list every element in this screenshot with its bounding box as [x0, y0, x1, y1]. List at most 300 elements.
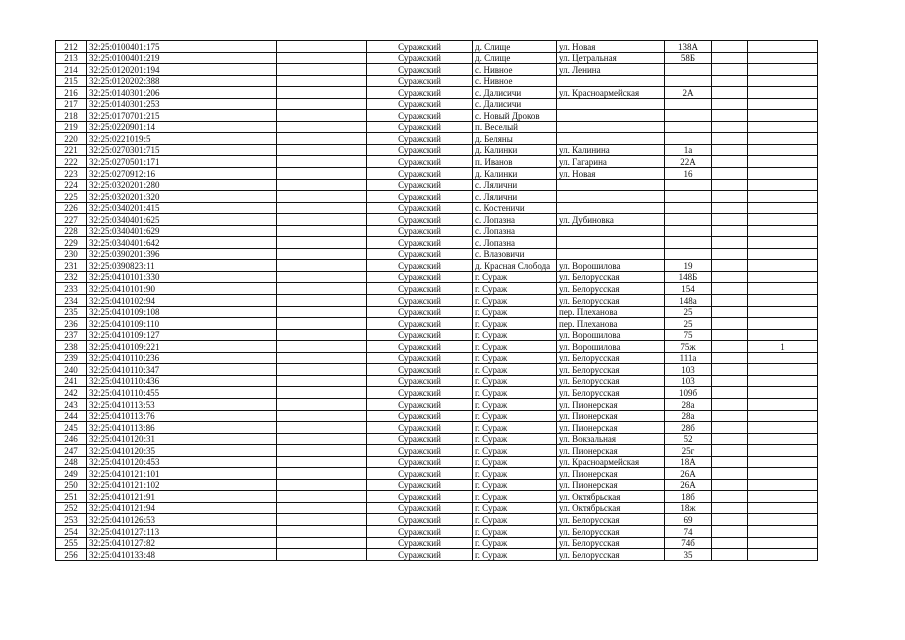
blank-cell [277, 514, 367, 526]
table-row [56, 271, 818, 283]
extra-cell [748, 144, 818, 156]
house-number: 25 [665, 318, 712, 330]
blank-cell [277, 352, 367, 364]
district-name: Суражский [367, 422, 473, 434]
house-number: 74 [665, 525, 712, 537]
cadastral-number: 32:25:0390823:11 [87, 260, 277, 272]
table-row [56, 514, 818, 526]
house-number: 18ж [665, 502, 712, 514]
street-name: пер. Плеханова [557, 318, 665, 330]
locality-name: с. Лопазна [473, 237, 557, 249]
row-number: 241 [56, 375, 87, 387]
row-number: 212 [56, 41, 87, 53]
blank-cell [277, 341, 367, 353]
street-name: ул. Белорусская [557, 283, 665, 295]
extra-cell [748, 318, 818, 330]
house-number: 103 [665, 364, 712, 376]
blank-cell [277, 456, 367, 468]
district-name: Суражский [367, 179, 473, 191]
district-name: Суражский [367, 52, 473, 64]
table-row [56, 364, 818, 376]
table-row [56, 64, 818, 76]
street-name: ул. Белорусская [557, 271, 665, 283]
extra-cell [712, 514, 748, 526]
row-number: 256 [56, 549, 87, 561]
locality-name: г. Сураж [473, 387, 557, 399]
extra-cell [748, 525, 818, 537]
street-name [557, 191, 665, 203]
table-row [56, 156, 818, 168]
blank-cell [277, 468, 367, 480]
locality-name: д. Слище [473, 41, 557, 53]
district-name: Суражский [367, 191, 473, 203]
row-number: 224 [56, 179, 87, 191]
blank-cell [277, 433, 367, 445]
blank-cell [277, 271, 367, 283]
cadastral-number: 32:25:0140301:253 [87, 98, 277, 110]
street-name: ул. Пионерская [557, 422, 665, 434]
street-name: ул. Белорусская [557, 364, 665, 376]
extra-cell [748, 41, 818, 53]
table-row [56, 468, 818, 480]
table-row [56, 352, 818, 364]
street-name: пер. Плеханова [557, 306, 665, 318]
cadastral-number: 32:25:0340401:625 [87, 214, 277, 226]
extra-cell [712, 156, 748, 168]
blank-cell [277, 156, 367, 168]
house-number: 2А [665, 87, 712, 99]
blank-cell [277, 398, 367, 410]
row-number: 240 [56, 364, 87, 376]
street-name: ул. Дубиновка [557, 214, 665, 226]
house-number: 18б [665, 491, 712, 503]
row-number: 217 [56, 98, 87, 110]
district-name: Суражский [367, 225, 473, 237]
blank-cell [277, 260, 367, 272]
table-row [56, 410, 818, 422]
cadastral-number: 32:25:0410126:53 [87, 514, 277, 526]
blank-cell [277, 52, 367, 64]
table-row [56, 422, 818, 434]
row-number: 244 [56, 410, 87, 422]
row-number: 250 [56, 479, 87, 491]
district-name: Суражский [367, 41, 473, 53]
locality-name: с. Новый Дроков [473, 110, 557, 122]
street-name: ул. Гагарина [557, 156, 665, 168]
extra-cell [712, 502, 748, 514]
district-name: Суражский [367, 144, 473, 156]
house-number [665, 248, 712, 260]
locality-name: д. Слище [473, 52, 557, 64]
blank-cell [277, 64, 367, 76]
extra-cell [748, 75, 818, 87]
table-row [56, 202, 818, 214]
cadastral-number: 32:25:0340401:642 [87, 237, 277, 249]
table-row [56, 225, 818, 237]
row-number: 234 [56, 295, 87, 307]
extra-cell [712, 98, 748, 110]
cadastral-number: 32:25:0410110:436 [87, 375, 277, 387]
row-number: 255 [56, 537, 87, 549]
street-name: ул. Пионерская [557, 410, 665, 422]
locality-name: г. Сураж [473, 456, 557, 468]
street-name: ул. Белорусская [557, 387, 665, 399]
cadastral-number: 32:25:0410110:236 [87, 352, 277, 364]
cadastral-number: 32:25:0410121:102 [87, 479, 277, 491]
cadastral-number: 32:25:0410109:110 [87, 318, 277, 330]
extra-cell [748, 110, 818, 122]
cadastral-number: 32:25:0220901:14 [87, 121, 277, 133]
table-body [56, 41, 818, 561]
house-number: 25г [665, 445, 712, 457]
table-row [56, 295, 818, 307]
locality-name: г. Сураж [473, 514, 557, 526]
blank-cell [277, 375, 367, 387]
row-number: 239 [56, 352, 87, 364]
street-name [557, 121, 665, 133]
district-name: Суражский [367, 410, 473, 422]
house-number [665, 133, 712, 145]
district-name: Суражский [367, 549, 473, 561]
locality-name: г. Сураж [473, 468, 557, 480]
locality-name: г. Сураж [473, 549, 557, 561]
district-name: Суражский [367, 398, 473, 410]
district-name: Суражский [367, 64, 473, 76]
extra-cell [712, 144, 748, 156]
table-row [56, 52, 818, 64]
blank-cell [277, 445, 367, 457]
extra-cell [712, 133, 748, 145]
locality-name: г. Сураж [473, 318, 557, 330]
extra-cell [712, 168, 748, 180]
extra-cell [748, 364, 818, 376]
extra-cell [748, 433, 818, 445]
street-name: ул. Белорусская [557, 375, 665, 387]
table-row [56, 110, 818, 122]
row-number: 226 [56, 202, 87, 214]
extra-cell [748, 410, 818, 422]
street-name: ул. Октябрьская [557, 502, 665, 514]
extra-cell [712, 364, 748, 376]
extra-cell [748, 225, 818, 237]
house-number: 58Б [665, 52, 712, 64]
extra-cell [748, 121, 818, 133]
district-name: Суражский [367, 456, 473, 468]
records-table [55, 40, 818, 561]
locality-name: д. Беляны [473, 133, 557, 145]
district-name: Суражский [367, 445, 473, 457]
district-name: Суражский [367, 375, 473, 387]
street-name: ул. Белорусская [557, 514, 665, 526]
cadastral-number: 32:25:0410127:113 [87, 525, 277, 537]
house-number [665, 179, 712, 191]
locality-name: г. Сураж [473, 525, 557, 537]
extra-cell [712, 525, 748, 537]
extra-cell [748, 445, 818, 457]
cadastral-number: 32:25:0221019:5 [87, 133, 277, 145]
house-number: 138А [665, 41, 712, 53]
cadastral-number: 32:25:0410109:127 [87, 329, 277, 341]
house-number: 75 [665, 329, 712, 341]
cadastral-number: 32:25:0410127:82 [87, 537, 277, 549]
street-name: ул. Белорусская [557, 537, 665, 549]
extra-cell [712, 295, 748, 307]
extra-cell [712, 191, 748, 203]
blank-cell [277, 537, 367, 549]
blank-cell [277, 248, 367, 260]
row-number: 230 [56, 248, 87, 260]
street-name [557, 179, 665, 191]
table-row [56, 133, 818, 145]
row-number: 218 [56, 110, 87, 122]
house-number: 111а [665, 352, 712, 364]
locality-name: д. Калинки [473, 144, 557, 156]
locality-name: с. Далисичи [473, 98, 557, 110]
table-row [56, 168, 818, 180]
locality-name: г. Сураж [473, 398, 557, 410]
row-number: 216 [56, 87, 87, 99]
blank-cell [277, 121, 367, 133]
extra-cell [748, 329, 818, 341]
house-number: 74б [665, 537, 712, 549]
row-number: 254 [56, 525, 87, 537]
house-number [665, 75, 712, 87]
extra-cell [712, 537, 748, 549]
extra-cell [712, 549, 748, 561]
extra-cell [712, 110, 748, 122]
blank-cell [277, 237, 367, 249]
house-number: 28а [665, 410, 712, 422]
locality-name: д. Калинки [473, 168, 557, 180]
district-name: Суражский [367, 260, 473, 272]
cadastral-number: 32:25:0410102:94 [87, 295, 277, 307]
extra-cell [748, 260, 818, 272]
table-row [56, 502, 818, 514]
district-name: Суражский [367, 433, 473, 445]
row-number: 222 [56, 156, 87, 168]
locality-name: с. Лопазна [473, 225, 557, 237]
row-number: 231 [56, 260, 87, 272]
district-name: Суражский [367, 202, 473, 214]
locality-name: г. Сураж [473, 341, 557, 353]
house-number: 148Б [665, 271, 712, 283]
extra-cell [712, 375, 748, 387]
table-row [56, 306, 818, 318]
row-number: 219 [56, 121, 87, 133]
street-name: ул. Пионерская [557, 468, 665, 480]
locality-name: с. Влазовичи [473, 248, 557, 260]
street-name: ул. Ворошилова [557, 329, 665, 341]
house-number: 26А [665, 468, 712, 480]
cadastral-number: 32:25:0410109:221 [87, 341, 277, 353]
street-name [557, 202, 665, 214]
locality-name: г. Сураж [473, 410, 557, 422]
house-number: 16 [665, 168, 712, 180]
cadastral-number: 32:25:0340401:629 [87, 225, 277, 237]
house-number: 154 [665, 283, 712, 295]
row-number: 228 [56, 225, 87, 237]
house-number: 75ж [665, 341, 712, 353]
row-number: 249 [56, 468, 87, 480]
table-row [56, 537, 818, 549]
blank-cell [277, 75, 367, 87]
table-row [56, 237, 818, 249]
street-name: ул. Ворошилова [557, 260, 665, 272]
extra-cell [748, 52, 818, 64]
cadastral-number: 32:25:0270912:16 [87, 168, 277, 180]
street-name [557, 133, 665, 145]
district-name: Суражский [367, 306, 473, 318]
extra-cell [748, 549, 818, 561]
row-number: 232 [56, 271, 87, 283]
blank-cell [277, 179, 367, 191]
blank-cell [277, 87, 367, 99]
extra-cell [712, 468, 748, 480]
extra-cell [748, 306, 818, 318]
table-row [56, 329, 818, 341]
district-name: Суражский [367, 75, 473, 87]
extra-cell [748, 479, 818, 491]
extra-cell [712, 225, 748, 237]
extra-cell [748, 64, 818, 76]
table-row [56, 87, 818, 99]
locality-name: г. Сураж [473, 422, 557, 434]
row-number: 251 [56, 491, 87, 503]
house-number: 26А [665, 479, 712, 491]
street-name: ул. Белорусская [557, 295, 665, 307]
blank-cell [277, 525, 367, 537]
row-number: 229 [56, 237, 87, 249]
table-row [56, 41, 818, 53]
district-name: Суражский [367, 214, 473, 226]
cadastral-number: 32:25:0270301:715 [87, 144, 277, 156]
extra-cell [748, 491, 818, 503]
extra-cell [712, 260, 748, 272]
extra-cell [712, 422, 748, 434]
cadastral-number: 32:25:0410101:90 [87, 283, 277, 295]
district-name: Суражский [367, 110, 473, 122]
extra-cell [748, 214, 818, 226]
table-row [56, 121, 818, 133]
house-number: 28б [665, 422, 712, 434]
blank-cell [277, 133, 367, 145]
house-number: 52 [665, 433, 712, 445]
house-number: 35 [665, 549, 712, 561]
cadastral-number: 32:25:0100401:219 [87, 52, 277, 64]
row-number: 220 [56, 133, 87, 145]
extra-cell [748, 202, 818, 214]
street-name: ул. Красноармейская [557, 87, 665, 99]
locality-name: г. Сураж [473, 352, 557, 364]
blank-cell [277, 295, 367, 307]
row-number: 242 [56, 387, 87, 399]
house-number: 25 [665, 306, 712, 318]
street-name: ул. Ленина [557, 64, 665, 76]
row-number: 236 [56, 318, 87, 330]
extra-cell [748, 87, 818, 99]
extra-cell [748, 133, 818, 145]
table-row [56, 75, 818, 87]
row-number: 227 [56, 214, 87, 226]
street-name: ул. Белорусская [557, 549, 665, 561]
blank-cell [277, 144, 367, 156]
extra-cell [712, 433, 748, 445]
row-number: 214 [56, 64, 87, 76]
locality-name: с. Нивное [473, 75, 557, 87]
locality-name: с. Лялични [473, 191, 557, 203]
house-number [665, 98, 712, 110]
blank-cell [277, 225, 367, 237]
district-name: Суражский [367, 525, 473, 537]
blank-cell [277, 168, 367, 180]
cadastral-number: 32:25:0410133:48 [87, 549, 277, 561]
district-name: Суражский [367, 387, 473, 399]
locality-name: г. Сураж [473, 329, 557, 341]
extra-cell [712, 214, 748, 226]
house-number [665, 64, 712, 76]
house-number: 22А [665, 156, 712, 168]
extra-cell [712, 306, 748, 318]
blank-cell [277, 110, 367, 122]
blank-cell [277, 502, 367, 514]
cadastral-number: 32:25:0410110:347 [87, 364, 277, 376]
locality-name: с. Нивное [473, 64, 557, 76]
street-name [557, 98, 665, 110]
row-number: 245 [56, 422, 87, 434]
cadastral-number: 32:25:0410121:91 [87, 491, 277, 503]
district-name: Суражский [367, 87, 473, 99]
district-name: Суражский [367, 168, 473, 180]
house-number [665, 121, 712, 133]
district-name: Суражский [367, 295, 473, 307]
house-number: 18А [665, 456, 712, 468]
blank-cell [277, 306, 367, 318]
locality-name: г. Сураж [473, 295, 557, 307]
row-number: 233 [56, 283, 87, 295]
locality-name: с. Лялични [473, 179, 557, 191]
house-number: 148а [665, 295, 712, 307]
locality-name: г. Сураж [473, 491, 557, 503]
district-name: Суражский [367, 237, 473, 249]
blank-cell [277, 479, 367, 491]
cadastral-number: 32:25:0120201:194 [87, 64, 277, 76]
locality-name: п. Иванов [473, 156, 557, 168]
extra-cell [748, 271, 818, 283]
table-row [56, 491, 818, 503]
street-name: ул. Ворошилова [557, 341, 665, 353]
cadastral-number: 32:25:0410121:101 [87, 468, 277, 480]
locality-name: г. Сураж [473, 306, 557, 318]
extra-cell [712, 248, 748, 260]
extra-cell [712, 87, 748, 99]
table-row [56, 445, 818, 457]
blank-cell [277, 422, 367, 434]
house-number [665, 237, 712, 249]
extra-cell [712, 283, 748, 295]
locality-name: г. Сураж [473, 479, 557, 491]
table-row [56, 283, 818, 295]
extra-cell [748, 537, 818, 549]
cadastral-number: 32:25:0390201:396 [87, 248, 277, 260]
table-row [56, 214, 818, 226]
extra-cell [712, 410, 748, 422]
blank-cell [277, 214, 367, 226]
cadastral-number: 32:25:0410113:76 [87, 410, 277, 422]
district-name: Суражский [367, 329, 473, 341]
cadastral-number: 32:25:0410110:455 [87, 387, 277, 399]
cadastral-number: 32:25:0410121:94 [87, 502, 277, 514]
table-row [56, 375, 818, 387]
